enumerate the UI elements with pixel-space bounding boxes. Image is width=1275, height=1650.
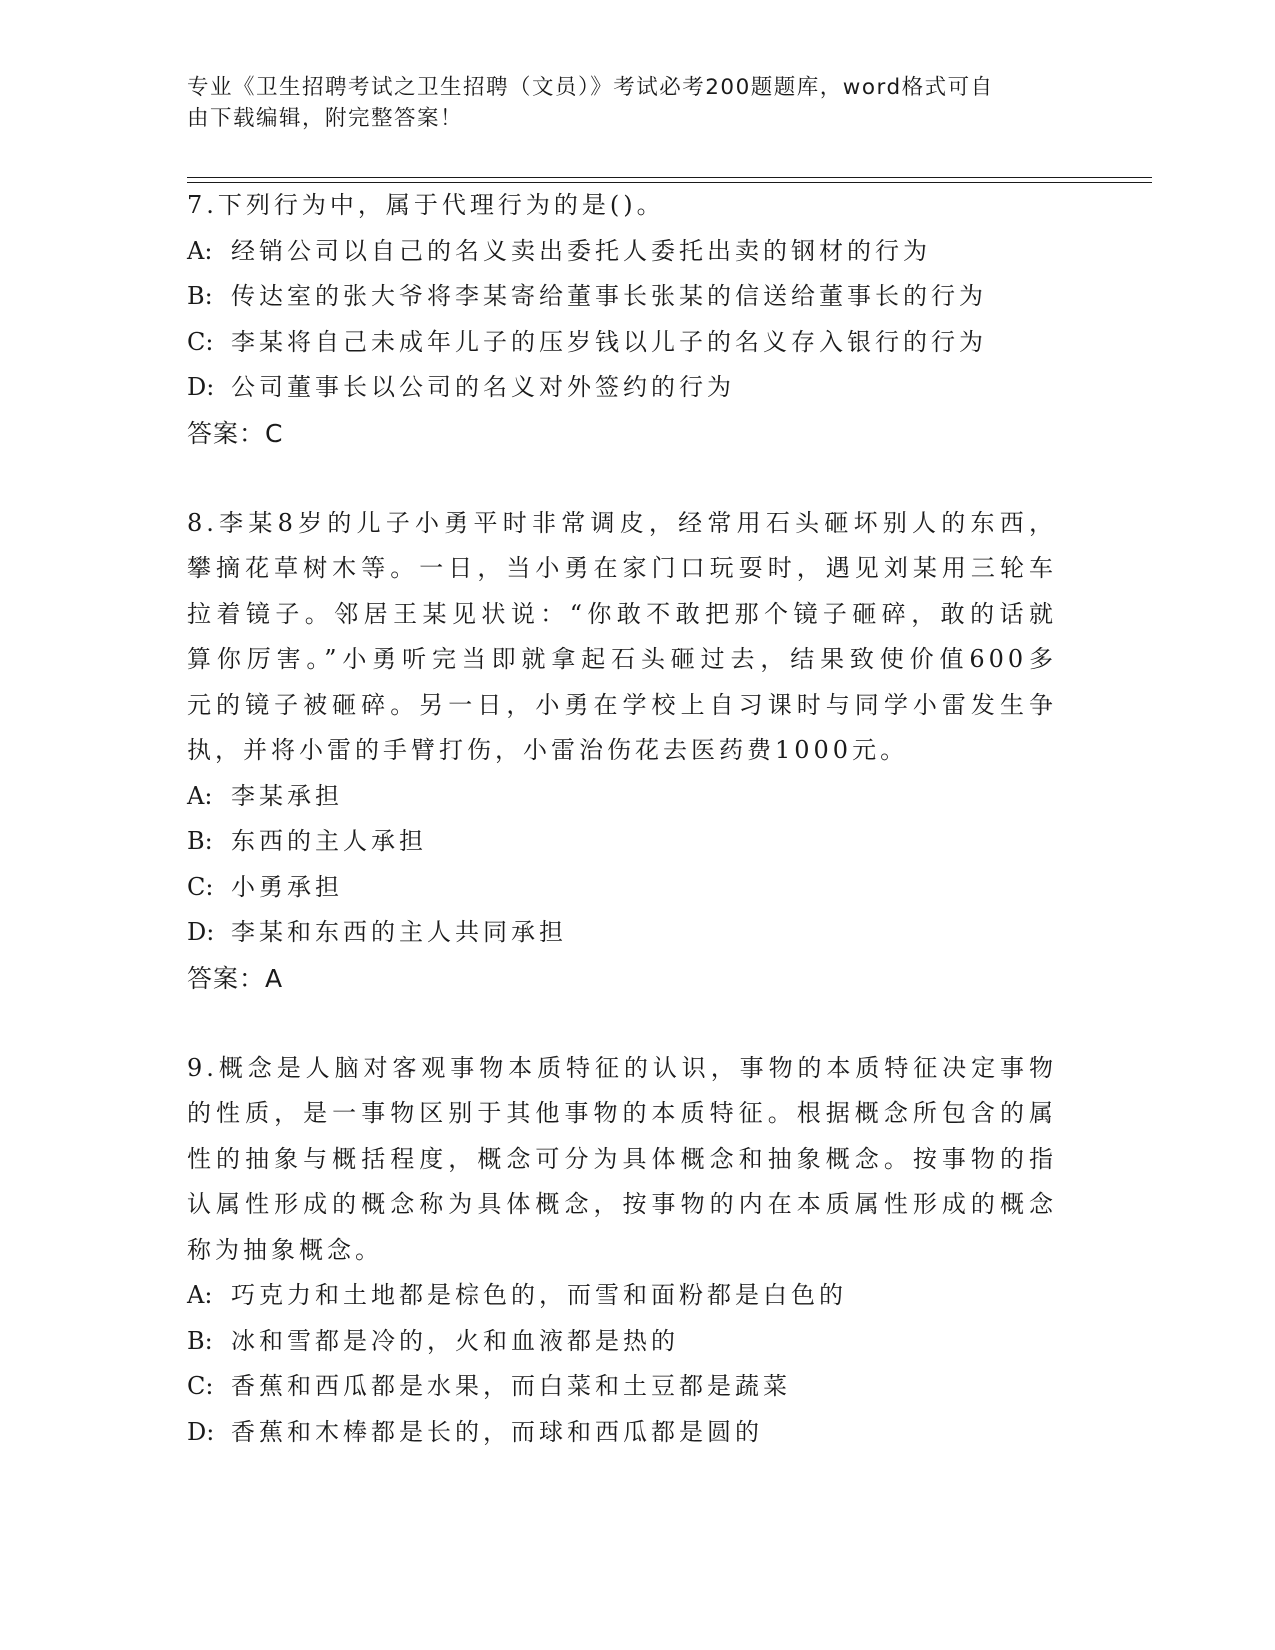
option-text: 公司董事长以公司的名义对外签约的行为 [231,373,735,401]
option-a [187,774,1057,820]
question-stem: 7.下列行为中，属于代理行为的是()。 [187,191,665,219]
stem-line: 8.李某8岁的儿子小勇平时非常调皮，经常用石头砸坏别人的东西， [187,508,1057,537]
stem-line: 的性质，是一事物区别于其他事物的本质特征。根据概念所包含的属 [187,1099,1057,1127]
option-letter: C: [187,872,214,901]
option-c [187,320,1057,366]
option-text: 冰和雪都是冷的，火和血液都是热的 [231,1326,679,1355]
option-text: 李某将自己未成年儿子的压岁钱以儿子的名义存入银行的行为 [231,327,987,356]
option-text: 香蕉和木棒都是长的，而球和西瓜都是圆的 [231,1417,763,1446]
option-text: 巧克力和土地都是棕色的，而雪和面粉都是白色的 [231,1281,847,1309]
header-line: 专业《卫生招聘考试之卫生招聘（文员）》考试必考200题题库，word格式可自 [187,75,994,100]
option-d [187,1410,1057,1456]
question-9 [187,1046,1057,1456]
option-b [187,274,1057,320]
spacer [187,457,1057,501]
option-b [187,1319,1057,1365]
answer-line: 答案：A [187,963,284,993]
option-a [187,1273,1057,1319]
option-a [187,229,1057,275]
stem-line: 执，并将小雷的手臂打伤，小雷治伤花去医药费1000元。 [187,736,909,764]
option-letter: A: [187,236,213,265]
question-list [187,183,1057,1455]
option-letter: C: [187,327,214,356]
option-text: 传达室的张大爷将李某寄给董事长张某的信送给董事长的行为 [231,282,987,310]
header-line: 由下载编辑，附完整答案！ [187,106,464,131]
stem-line: 攀摘花草树木等。一日，当小勇在家门口玩耍时，遇见刘某用三轮车 [187,554,1057,582]
option-letter: D: [187,1417,215,1446]
stem-line: 认属性形成的概念称为具体概念，按事物的内在本质属性形成的概念 [187,1190,1057,1218]
option-c [187,865,1057,911]
option-text: 经销公司以自己的名义卖出委托人委托出卖的钢材的行为 [231,236,931,265]
answer-line: 答案：C [187,418,284,448]
stem-line: 性的抽象与概括程度，概念可分为具体概念和抽象概念。按事物的指 [187,1144,1057,1173]
option-letter: C: [187,1372,214,1400]
option-c [187,1364,1057,1410]
question-stem [187,501,1057,774]
option-text: 小勇承担 [231,872,343,901]
option-text: 香蕉和西瓜都是水果，而白菜和土豆都是蔬菜 [231,1372,791,1400]
option-letter: B: [187,827,213,855]
document-header [187,72,1067,134]
stem-line: 算你厉害。”小勇听完当即就拿起石头砸过去，结果致使价值600多 [187,645,1057,673]
option-text: 李某和东西的主人共同承担 [231,918,567,946]
option-text: 李某承担 [231,781,343,810]
stem-line: 元的镜子被砸碎。另一日，小勇在学校上自习课时与同学小雷发生争 [187,690,1057,719]
option-letter: D: [187,918,215,946]
option-text: 东西的主人承担 [231,827,427,855]
option-d [187,910,1057,956]
question-7 [187,183,1057,457]
stem-line: 拉着镜子。邻居王某见状说：“你敢不敢把那个镜子砸碎，敢的话就 [187,599,1057,628]
question-stem [187,1046,1057,1274]
stem-line: 称为抽象概念。 [187,1235,383,1264]
question-8 [187,501,1057,1002]
option-letter: A: [187,781,213,810]
option-letter: B: [187,282,213,310]
option-letter: D: [187,373,215,401]
stem-line: 9.概念是人脑对客观事物本质特征的认识，事物的本质特征决定事物 [187,1053,1057,1082]
header-divider [187,177,1152,178]
spacer [187,1002,1057,1046]
option-d [187,365,1057,411]
option-letter: A: [187,1281,213,1309]
option-letter: B: [187,1326,213,1355]
option-b [187,819,1057,865]
